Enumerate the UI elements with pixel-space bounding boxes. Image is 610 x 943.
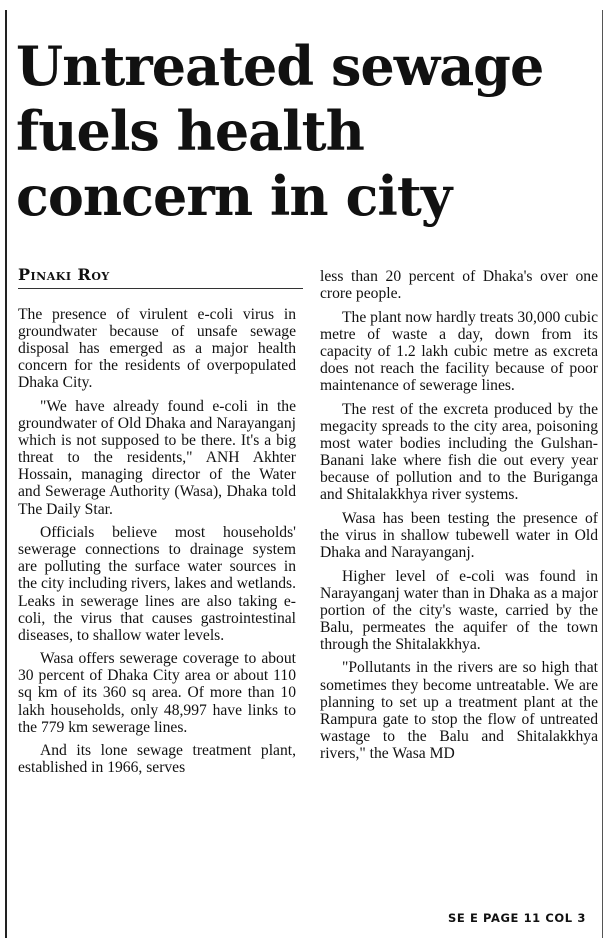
paragraph: Wasa offers sewerage coverage to about 30 percent of Dhaka City area or about 110 sq km of its 360 sq area. Of more than 10 lakh households, only 48,997 have links to the 779 km sewerage lines. [18, 650, 296, 736]
byline: Pinaki Roy [18, 265, 303, 289]
article-column-1 [18, 306, 296, 783]
paragraph: The plant now hardly treats 30,000 cubic metre of waste a day, down from its capacity of 1.2 lakh cubic metre as excreta does not reach the facility because of poor maintenance of sewerage lines. [320, 308, 598, 395]
paragraph: Higher level of e-coli was found in Narayanganj water than in Dhaka as a major portion of the city's waste, carried by the Balu, permeates the aquifer of the town through the Shitalakkhya. [320, 567, 598, 653]
paragraph: The presence of virulent e-coli virus in groundwater because of unsafe sewage disposal has emerged as a major health concern for the residents of overpopulated Dhaka City. [18, 306, 296, 392]
headline: Untreated sewage fuels health concern in city [16, 34, 544, 228]
paragraph: less than 20 percent of Dhaka's over one crore people. [320, 268, 598, 303]
paragraph: And its lone sewage treatment plant, established in 1966, serves [18, 742, 296, 777]
paragraph: Wasa has been testing the presence of the virus in shallow tubewell water in Old Dhaka and Narayanganj. [320, 509, 598, 561]
article-column-2 [320, 268, 598, 769]
paragraph: "Pollutants in the rivers are so high that sometimes they become untreatable. We are planning to set up a treatment plant at the Rampura gate to stop the flow of untreated wastage to the Balu and Shitalakkhya rivers," the Wasa MD [320, 659, 598, 762]
paragraph: Officials believe most households' sewerage connections to drainage system are polluting the surface water sources in the city including rivers, lakes and wetlands. Leaks in sewerage lines are also taking e-coli, the virus that causes gastrointestinal diseases, to shallow water levels. [18, 524, 297, 644]
continuation-note: SE E PAGE 11 COL 3 [448, 911, 586, 925]
paragraph: The rest of the excreta produced by the megacity spreads to the city area, poisoning most water bodies including the Gulshan-Banani lake where fish die out every year because of pollution and to the Buriganga and Shitalakkhya river systems. [320, 400, 598, 504]
paragraph: "We have already found e-coli in the groundwater of Old Dhaka and Narayanganj which is not supposed to be there. It's a big threat to the residents," ANH Akhter Hossain, managing director of the Water and Sewerage Authority (Wasa), Dhaka told The Daily Star. [18, 397, 296, 518]
